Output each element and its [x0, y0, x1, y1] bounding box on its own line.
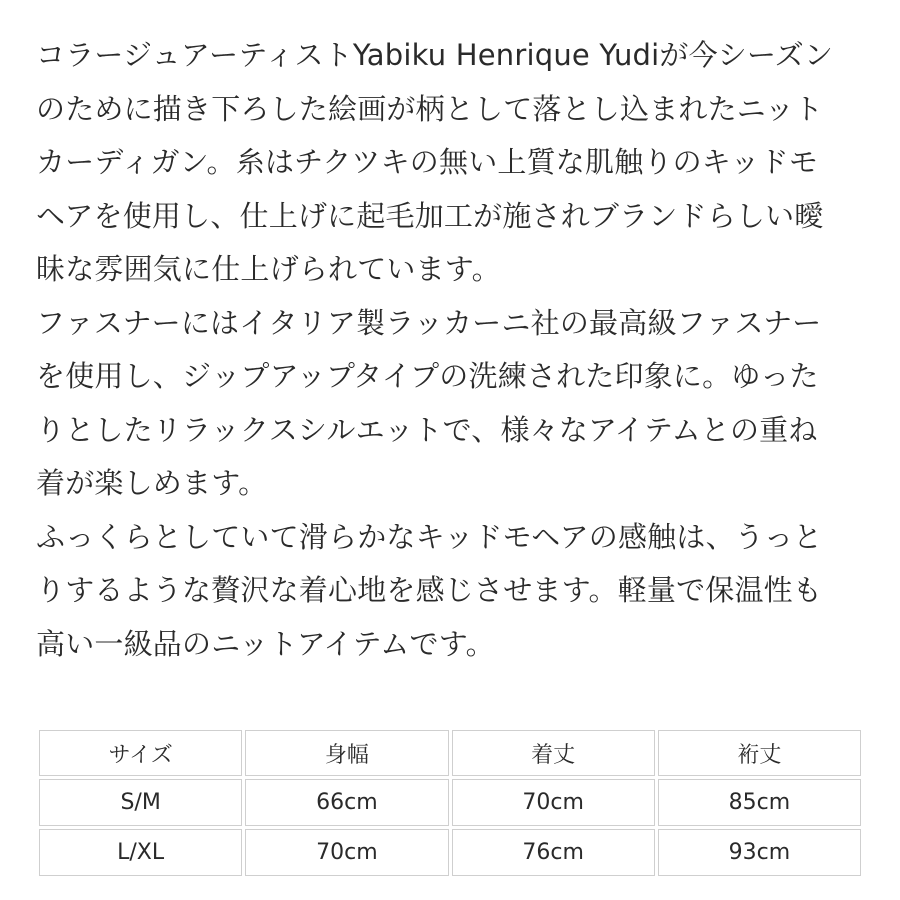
description-line: ヘアを使用し、仕上げに起毛加工が施されブランドらしい曖: [36, 198, 824, 233]
description-line: りするような贅沢な着心地を感じさせます。軽量で保温性も: [36, 573, 823, 607]
header-length: 着丈: [452, 730, 655, 776]
header-body-width: 身幅: [245, 730, 448, 776]
description-line: ふっくらとしていて滑らかなキッドモヘアの感触は、うっと: [36, 519, 823, 554]
cell-body-width: 70cm: [245, 829, 448, 876]
description-line: ファスナーにはイタリア製ラッカーニ社の最高級ファスナー: [36, 305, 822, 340]
cell-length: 76cm: [452, 829, 655, 876]
header-sleeve-length: 裄丈: [658, 730, 861, 776]
header-size: サイズ: [39, 730, 242, 776]
table-row: [39, 779, 861, 826]
description-line: コラージュアーティストYabiku Henrique Yudiが今シーズン: [36, 38, 834, 72]
description-line: 着が楽しめます。: [36, 466, 268, 500]
description-line: を使用し、ジップアップタイプの洗練された印象に。ゆった: [36, 359, 819, 393]
product-description: [36, 32, 876, 674]
description-line: カーディガン。糸はチクツキの無い上質な肌触りのキッドモ: [36, 145, 819, 179]
description-line: のために描き下ろした絵画が柄として落とし込まれたニット: [36, 91, 824, 126]
description-line: りとしたリラックスシルエットで、様々なアイテムとの重ね: [36, 412, 818, 447]
cell-sleeve-length: 85cm: [658, 779, 861, 826]
size-chart-table: [36, 727, 864, 879]
cell-length: 70cm: [452, 779, 655, 826]
table-header-row: [39, 730, 861, 776]
cell-sleeve-length: 93cm: [658, 829, 861, 876]
description-line: 高い一級品のニットアイテムです。: [36, 626, 495, 661]
cell-body-width: 66cm: [245, 779, 448, 826]
cell-size: L/XL: [39, 829, 242, 876]
cell-size: S/M: [39, 779, 242, 826]
description-line: 昧な雰囲気に仕上げられています。: [36, 252, 501, 286]
table-row: [39, 829, 861, 876]
